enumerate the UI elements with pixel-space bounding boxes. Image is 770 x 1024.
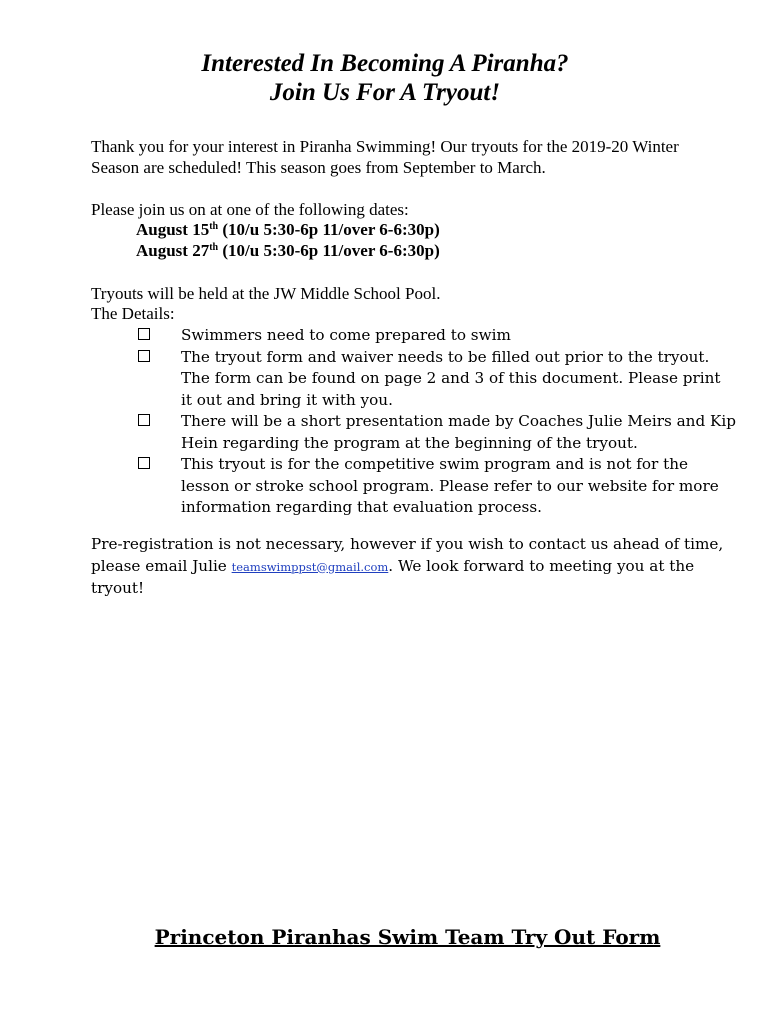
prereg-text-before: Pre-registration is not necessary, however if you wish to contact us ahead of time, please email Julie — [91, 535, 724, 575]
tryout-date-2-times: (10/u 5:30-6p 11/over 6-6:30p) — [218, 241, 440, 260]
details-checklist — [136, 325, 736, 519]
page-title-line-1: Interested In Becoming A Piranha? — [201, 50, 569, 77]
contact-email-link[interactable]: teamswimppst@gmail.com — [231, 559, 389, 574]
checkbox-icon — [138, 457, 150, 469]
tryout-date-1-date: August 15 — [136, 220, 210, 239]
checkbox-icon — [138, 328, 150, 340]
checklist-item — [136, 411, 736, 454]
checkbox-icon — [138, 350, 150, 362]
page-title-line-2: Join Us For A Tryout! — [269, 79, 501, 106]
checklist-item-text: This tryout is for the competitive swim program and is not for the lesson or stroke school program. Please refer to our website for more information regarding that evaluation process. — [181, 455, 719, 516]
details-label: The Details: — [91, 304, 175, 323]
checklist-item-text: Swimmers need to come prepared to swim — [181, 326, 511, 344]
intro-paragraph: Thank you for your interest in Piranha Swimming! Our tryouts for the 2019-20 Winter Season are scheduled! This season goes from September to March. — [91, 137, 679, 177]
tryout-date-2 — [136, 240, 440, 261]
checklist-item — [136, 347, 736, 412]
tryout-date-1-times: (10/u 5:30-6p 11/over 6-6:30p) — [218, 220, 440, 239]
prereg-text-after: . We look forward to meeting you at the tryout! — [91, 556, 695, 597]
checkbox-icon — [138, 414, 150, 426]
tryout-date-1 — [136, 219, 440, 240]
tryout-date-2-date: August 27 — [136, 241, 210, 260]
tryout-location: Tryouts will be held at the JW Middle School Pool. — [91, 284, 441, 303]
checklist-item-text: There will be a short presentation made by Coaches Julie Meirs and Kip Hein regarding the program at the beginning of the tryout. — [181, 412, 736, 452]
tryout-form-heading: Princeton Piranhas Swim Team Try Out Form — [154, 925, 661, 949]
tryout-date-1-suffix: th — [209, 221, 219, 232]
checklist-item-text: The tryout form and waiver needs to be filled out prior to the tryout. The form can be found on page 2 and 3 of this document. Please print it out and bring it with you. — [181, 347, 721, 409]
preregistration-paragraph — [91, 534, 731, 600]
checklist-item — [136, 454, 736, 519]
dates-intro: Please join us on at one of the following dates: — [91, 200, 409, 219]
tryout-date-2-suffix: th — [209, 242, 219, 253]
checklist-item — [136, 325, 736, 347]
